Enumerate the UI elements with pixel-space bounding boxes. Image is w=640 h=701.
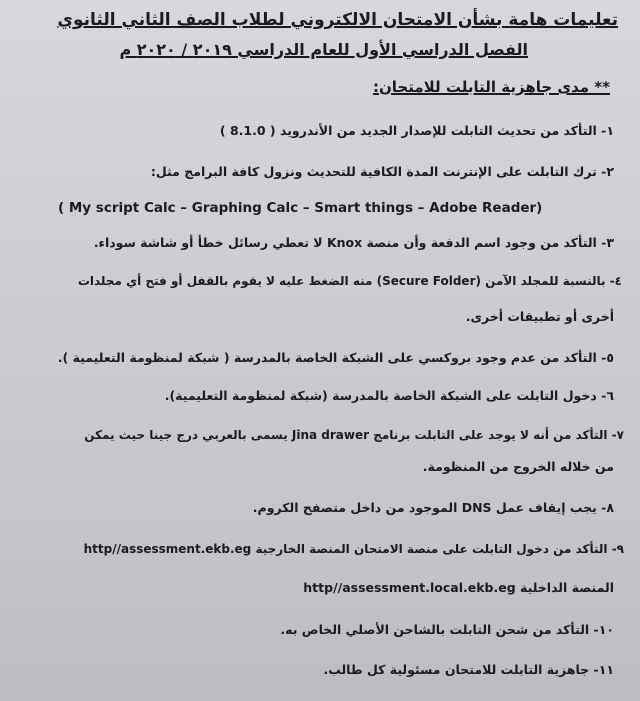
instruction-item-4-line2: أخرى أو تطبيقات أخرى. [465, 309, 614, 324]
instruction-item-1: ١- التأكد من تحديث التابلت للإصدار الجديد من الأندرويد ( 8.1.0 ) [219, 123, 614, 138]
instruction-item-7-line1: ٧- التأكد من أنه لا يوجد على التابلت برنامج Jina drawer يسمى بالعربي درج جينا حيث يمكن [84, 428, 624, 442]
instruction-item-9-line1: ٩- التأكد من دخول التابلت على منصة الامتحان المنصة الخارجية http//assessment.ekb.eg [83, 542, 624, 556]
instruction-item-7-line2: من خلاله الخروج من المنظومة. [422, 459, 614, 474]
document-title-line2: الفصل الدراسي الأول للعام الدراسي ٢٠١٩ / ٢٠٢٠ م [119, 40, 528, 59]
instruction-item-9-line2: المنصة الداخلية http//assessment.local.ekb.eg [303, 580, 614, 595]
section-heading: ** مدى جاهزية التابلت للامتحان: [372, 78, 610, 96]
apps-list: ( My script Calc – Graphing Calc – Smart things – Adobe Reader) [58, 200, 543, 216]
instruction-item-2: ٢- ترك التابلت على الإنترنت المدة الكافية للتحديث ونزول كافة البرامج مثل: [150, 164, 614, 179]
instruction-item-6: ٦- دخول التابلت على الشبكة الخاصة بالمدرسة (شبكة لمنظومة التعليمية). [164, 388, 614, 403]
instruction-item-8: ٨- يجب إيقاف عمل DNS الموجود من داخل متصفح الكروم. [252, 500, 614, 515]
instruction-item-5: ٥- التأكد من عدم وجود بروكسي على الشبكة الخاصة بالمدرسة ( شبكة لمنظومة التعليمية ). [57, 350, 614, 365]
document-title-line1: تعليمات هامة بشأن الامتحان الالكتروني لطلاب الصف الثاني الثانوي [57, 10, 618, 30]
instruction-item-11: ١١- جاهزية التابلت للامتحان مسئولية كل طالب. [323, 662, 614, 677]
instruction-item-10: ١٠- التأكد من شحن التابلت بالشاحن الأصلي الخاص به. [280, 622, 614, 637]
instruction-item-3: ٣- التأكد من وجود اسم الدفعة وأن منصة Knox لا تعطي رسائل خطأ أو شاشة سوداء. [93, 235, 614, 250]
instruction-item-4-line1: ٤- بالنسبة للمجلد الآمن (Secure Folder) منه الضغط عليه لا يقوم بالقفل أو فتح أي مجلدات [77, 274, 622, 288]
